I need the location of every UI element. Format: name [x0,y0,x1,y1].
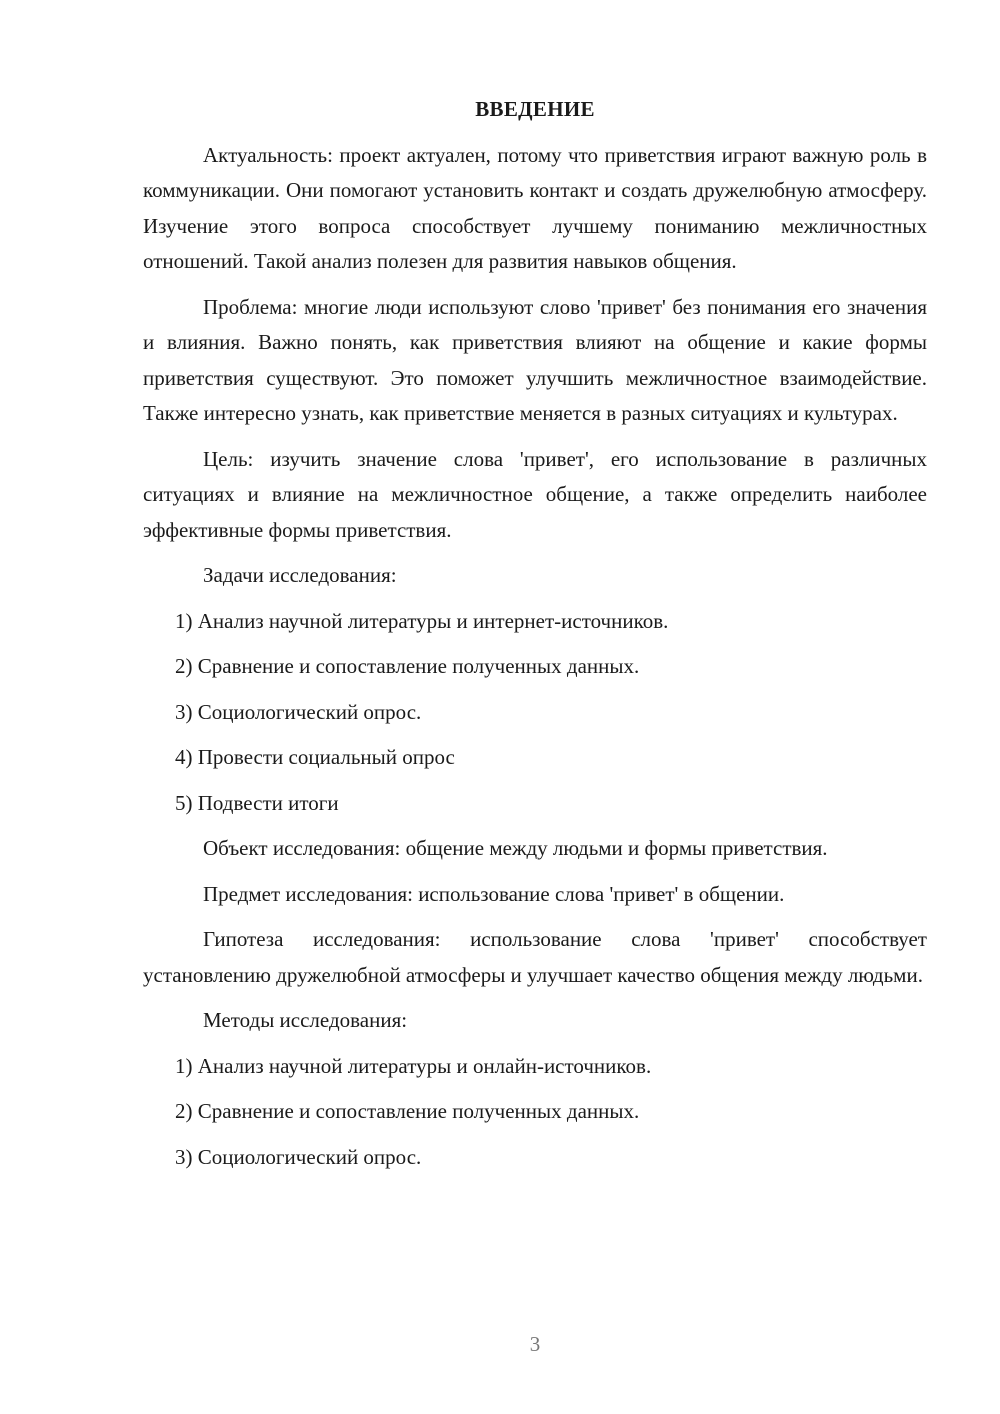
list-item: 3) Социологический опрос. [175,1144,422,1169]
list-item: 1) Анализ научной литературы и онлайн-источников. [175,1053,652,1078]
list-item: 4) Провести социальный опрос [175,745,455,769]
tasks-heading: Задачи исследования: [203,563,397,587]
page-number: 3 [529,1332,541,1356]
methods-heading: Методы исследования: [203,1008,408,1032]
goal-paragraph: Цель: изучить значение слова 'привет', его использование в различных ситуациях и влияние на межличностное общение, а также определить наиболее эффективные формы приветствия. [143,446,927,542]
list-item: 5) Подвести итоги [175,790,339,815]
list-item: 1) Анализ научной литературы и интернет-источников. [175,608,669,633]
hypothesis-paragraph: Гипотеза исследования: использование слова 'привет' способствует установлению дружелюбной атмосферы и улучшает качество общения между людьми. [143,927,927,987]
subject-paragraph: Предмет исследования: использование слова 'привет' в общении. [203,881,785,906]
problem-paragraph: Проблема: многие люди используют слово 'привет' без понимания его значения и влияния. Важно понять, как приветствия влияют на общение и какие формы приветствия существуют. Это поможет улучшить межличностное взаимодействие. Также интересно узнать, как приветствие меняется в разных ситуациях и культурах. [143,294,927,425]
section-title: ВВЕДЕНИЕ [475,97,595,121]
list-item: 3) Социологический опрос. [175,699,422,724]
relevance-paragraph: Актуальность: проект актуален, потому что приветствия играют важную роль в коммуникации. Они помогают установить контакт и создать дружелюбную атмосферу. Изучение этого вопроса способствует лучшему пониманию межличностных отношений. Такой анализ полезен для развития навыков общения. [143,142,927,273]
document-page [143,92,927,1185]
list-item: 2) Сравнение и сопоставление полученных данных. [175,654,640,678]
object-paragraph: Объект исследования: общение между людьми и формы приветствия. [203,836,828,860]
methods-list [143,1049,927,1176]
list-item: 2) Сравнение и сопоставление полученных данных. [175,1099,640,1123]
tasks-list [143,604,927,822]
